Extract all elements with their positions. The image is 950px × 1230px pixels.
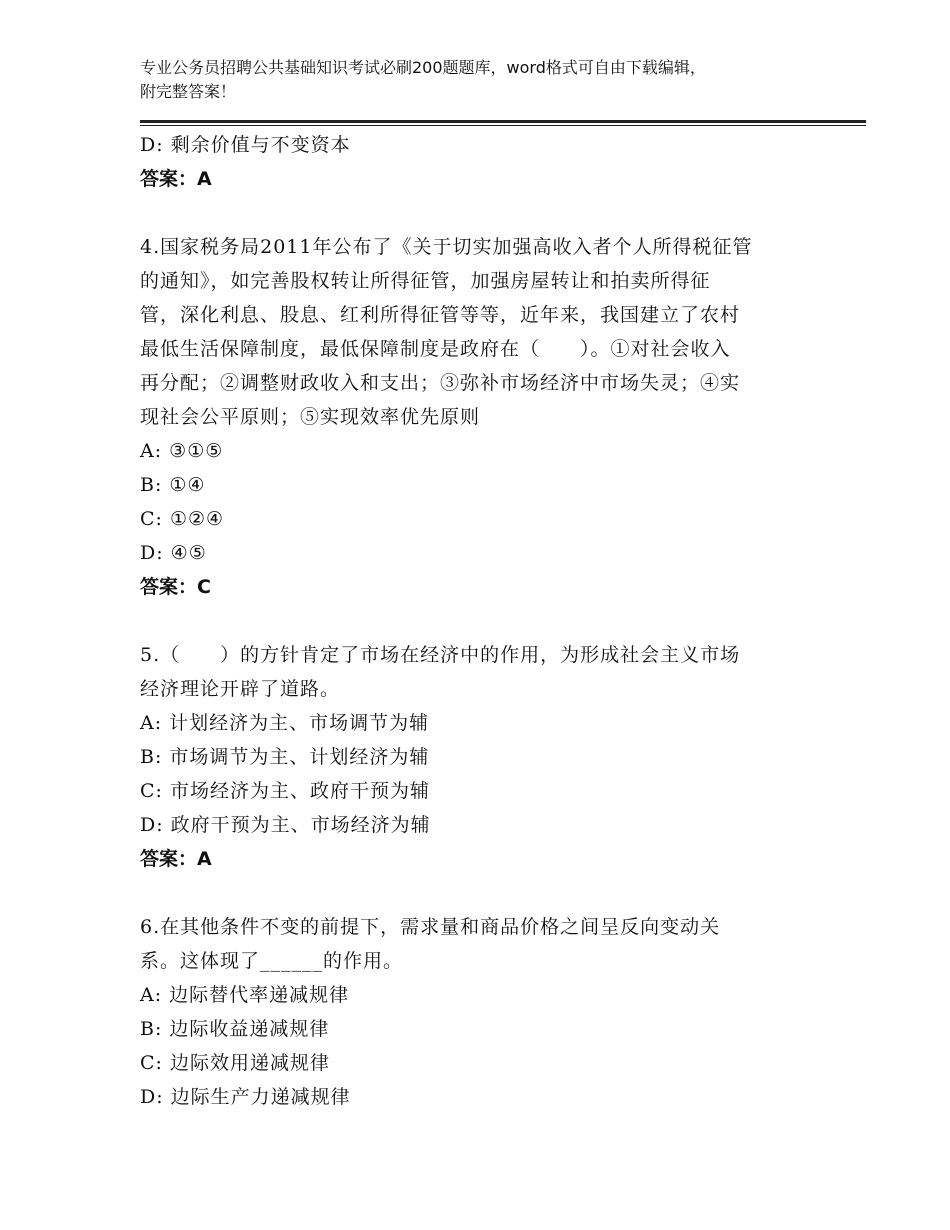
question-5 [140, 638, 820, 876]
answer-label: 答案：A [140, 168, 212, 190]
option-d: D: 剩余价值与不变资本 [140, 134, 351, 156]
header-line-1: 专业公务员招聘公共基础知识考试必刷200题题库，word格式可自由下载编辑， [140, 58, 706, 77]
option-c: C: 市场经济为主、政府干预为辅 [140, 780, 430, 802]
question-stem-line: 管，深化利息、股息、红利所得征管等等，近年来，我国建立了农村 [140, 304, 741, 326]
option-b: B: 市场调节为主、计划经济为辅 [140, 746, 430, 768]
option-a: A: 边际替代率递减规律 [140, 984, 350, 1006]
option-c: C: ①②④ [140, 508, 225, 530]
page-header [140, 56, 820, 104]
question-stem-line: 5.（ ）的方针肯定了市场在经济中的作用，为形成社会主义市场 [140, 644, 741, 666]
question-content [140, 128, 820, 1114]
question-stem-line: 最低生活保障制度，最低保障制度是政府在（ ）。①对社会收入 [140, 338, 731, 360]
option-d: D: 政府干预为主、市场经济为辅 [140, 814, 431, 836]
question-stem-line: 的通知》，如完善股权转让所得征管，加强房屋转让和拍卖所得征 [140, 270, 711, 292]
answer-label: 答案：C [140, 576, 211, 598]
question-4 [140, 230, 820, 604]
header-divider-thin [140, 125, 866, 126]
question-stem-line: 系。这体现了______的作用。 [140, 950, 404, 972]
question-stem-line: 经济理论开辟了道路。 [140, 678, 341, 700]
option-b: B: ①④ [140, 474, 206, 496]
option-a: A: ③①⑤ [140, 440, 224, 462]
spacer [140, 604, 820, 638]
question-stem-line: 6.在其他条件不变的前提下，需求量和商品价格之间呈反向变动关 [140, 916, 721, 938]
option-c: C: 边际效用递减规律 [140, 1052, 330, 1074]
header-divider-thick [140, 120, 866, 123]
option-a: A: 计划经济为主、市场调节为辅 [140, 712, 430, 734]
option-b: B: 边际收益递减规律 [140, 1018, 330, 1040]
spacer [140, 876, 820, 910]
question-stem-line: 4.国家税务局2011年公布了《关于切实加强高收入者个人所得税征管 [140, 236, 753, 258]
header-line-2: 附完整答案！ [140, 82, 237, 101]
previous-question-tail [140, 128, 820, 196]
answer-label: 答案：A [140, 848, 212, 870]
option-d: D: 边际生产力递减规律 [140, 1086, 351, 1108]
question-6 [140, 910, 820, 1114]
spacer [140, 196, 820, 230]
question-stem-line: 现社会公平原则；⑤实现效率优先原则 [140, 406, 481, 428]
question-stem-line: 再分配；②调整财政收入和支出；③弥补市场经济中市场失灵；④实 [140, 372, 741, 394]
option-d: D: ④⑤ [140, 542, 207, 564]
